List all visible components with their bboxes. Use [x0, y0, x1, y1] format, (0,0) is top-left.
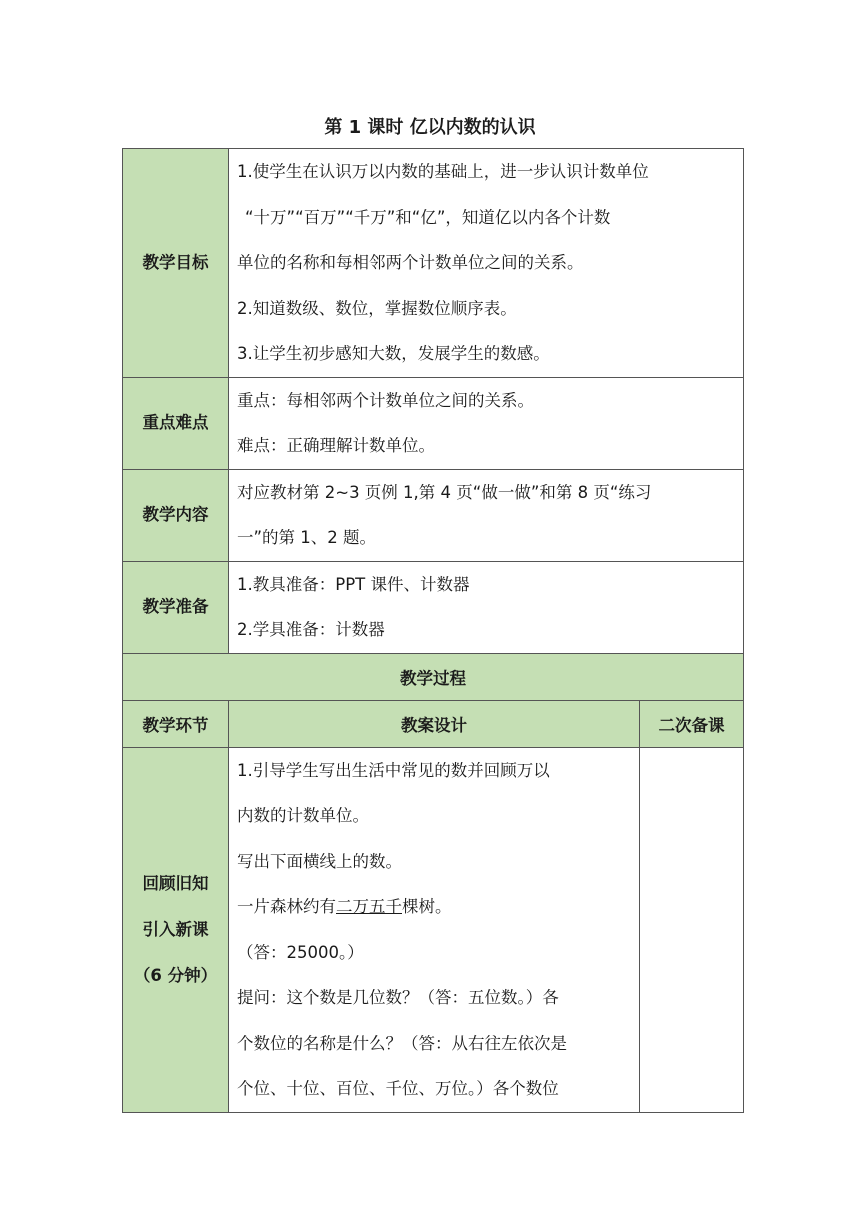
- lesson-plan-table: [122, 148, 744, 1113]
- stage1-label-line: 回顾旧知: [142, 873, 209, 893]
- content-content: [229, 469, 744, 561]
- objectives-content: [229, 149, 744, 378]
- stage1-row: [123, 747, 744, 1112]
- design-line: 写出下面横线上的数。: [237, 851, 402, 871]
- preparation-row: [123, 561, 744, 653]
- content-line: 对应教材第 2~3 页例 1,第 4 页“做一做”和第 8 页“练习: [237, 482, 652, 502]
- design-line: 个位、十位、百位、千位、万位。）各个数位: [237, 1079, 559, 1098]
- objectives-line: 单位的名称和每相邻两个计数单位之间的关系。: [237, 253, 584, 272]
- content-row: [123, 469, 744, 561]
- preparation-line: 2.学具准备：计数器: [237, 620, 385, 639]
- key-points-content: [229, 377, 744, 469]
- column-header-row: [123, 700, 744, 747]
- objectives-line: 2.知道数级、数位，掌握数位顺序表。: [237, 298, 517, 318]
- process-header-row: [123, 653, 744, 700]
- lesson-title: 第 1 课时 亿以内数的认识: [324, 117, 536, 138]
- content-line: 一”的第 1、2 题。: [237, 528, 377, 547]
- objectives-label: 教学目标: [123, 149, 229, 378]
- preparation-content: [229, 561, 744, 653]
- design-line: 内数的计数单位。: [237, 806, 369, 825]
- forest-underlined-number: 二万五千: [336, 897, 402, 916]
- preparation-label: 教学准备: [123, 561, 229, 653]
- key-points-label: 重点难点: [123, 377, 229, 469]
- design-line: 1.引导学生写出生活中常见的数并回顾万以: [237, 760, 550, 780]
- stage1-label-line: （6 分钟）: [133, 965, 218, 985]
- key-points-line: 难点：正确理解计数单位。: [237, 436, 435, 455]
- key-points-line: 重点：每相邻两个计数单位之间的关系。: [237, 390, 534, 410]
- stage1-label-line: 引入新课: [142, 919, 209, 939]
- design-line: （答：25000。）: [237, 942, 364, 962]
- stage1-second-preparation: [640, 747, 744, 1112]
- design-column-header: 教案设计: [229, 700, 640, 747]
- forest-prefix: 一片森林约有: [237, 897, 336, 916]
- objectives-row: [123, 149, 744, 378]
- content-label: 教学内容: [123, 469, 229, 561]
- second-column-header: 二次备课: [640, 700, 744, 747]
- objectives-line: “十万”“百万”“千万”和“亿”，知道亿以内各个计数: [245, 207, 611, 227]
- objectives-line: 3.让学生初步感知大数，发展学生的数感。: [237, 344, 550, 363]
- design-line: 提问：这个数是几位数？（答：五位数。）各: [237, 988, 559, 1007]
- stage1-design: [229, 747, 640, 1112]
- preparation-line: 1.教具准备：PPT 课件、计数器: [237, 574, 470, 594]
- process-header: 教学过程: [123, 653, 744, 700]
- stage-column-header: 教学环节: [123, 700, 229, 747]
- forest-line: [237, 884, 631, 930]
- objectives-line: 1.使学生在认识万以内数的基础上，进一步认识计数单位: [237, 162, 649, 181]
- key-points-row: [123, 377, 744, 469]
- design-line: 个数位的名称是什么？（答：从右往左依次是: [237, 1033, 567, 1053]
- forest-suffix: 棵树。: [402, 897, 452, 916]
- stage1-label: [123, 747, 229, 1112]
